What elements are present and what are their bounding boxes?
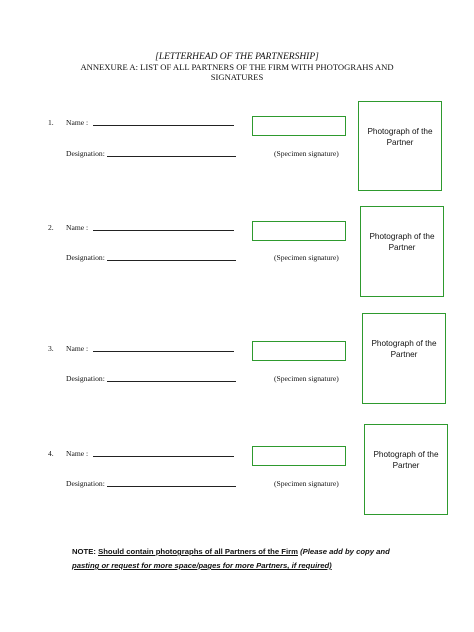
designation-label: Designation: [66, 374, 105, 383]
note-instruction-2: pasting or request for more space/pages for more Partners, if required) [72, 561, 332, 570]
name-field-line[interactable] [93, 125, 234, 126]
designation-label: Designation: [66, 479, 105, 488]
partner-photo-box[interactable] [360, 206, 444, 297]
partner-photo-box[interactable] [364, 424, 448, 515]
name-field-line[interactable] [93, 230, 234, 231]
designation-field-line[interactable] [107, 156, 236, 157]
specimen-signature-box[interactable] [252, 341, 346, 361]
note-instruction-1: (Please add by copy and [300, 547, 390, 556]
specimen-signature-label: (Specimen signature) [274, 253, 339, 262]
designation-field-line[interactable] [107, 486, 236, 487]
entry-number: 1. [48, 118, 54, 127]
photo-label: Photograph of the Partner [371, 339, 437, 359]
note-prefix: NOTE: [72, 547, 96, 556]
name-label: Name : [66, 118, 89, 127]
letterhead-placeholder: [LETTERHEAD OF THE PARTNERSHIP] [155, 52, 319, 62]
note-requirement: Should contain photographs of all Partners of the Firm [98, 547, 298, 556]
name-label: Name : [66, 223, 89, 232]
name-field-line[interactable] [93, 351, 234, 352]
partner-photo-box[interactable] [362, 313, 446, 404]
partner-photo-box[interactable] [358, 101, 442, 191]
name-field-line[interactable] [93, 456, 234, 457]
specimen-signature-label: (Specimen signature) [274, 374, 339, 383]
name-label: Name : [66, 449, 89, 458]
annexure-title: ANNEXURE A: LIST OF ALL PARTNERS OF THE FIRM WITH PHOTOGRAHS AND SIGNATURES [80, 62, 394, 82]
name-label: Name : [66, 344, 89, 353]
specimen-signature-box[interactable] [252, 446, 346, 466]
entry-number: 3. [48, 344, 54, 353]
photo-label: Photograph of the Partner [367, 127, 433, 147]
specimen-signature-label: (Specimen signature) [274, 479, 339, 488]
specimen-signature-box[interactable] [252, 116, 346, 136]
designation-label: Designation: [66, 253, 105, 262]
specimen-signature-label: (Specimen signature) [274, 149, 339, 158]
specimen-signature-box[interactable] [252, 221, 346, 241]
note-text [72, 545, 412, 573]
entry-number: 2. [48, 223, 54, 232]
designation-field-line[interactable] [107, 260, 236, 261]
designation-field-line[interactable] [107, 381, 236, 382]
entry-number: 4. [48, 449, 54, 458]
designation-label: Designation: [66, 149, 105, 158]
photo-label: Photograph of the Partner [373, 450, 439, 470]
photo-label: Photograph of the Partner [369, 232, 435, 252]
